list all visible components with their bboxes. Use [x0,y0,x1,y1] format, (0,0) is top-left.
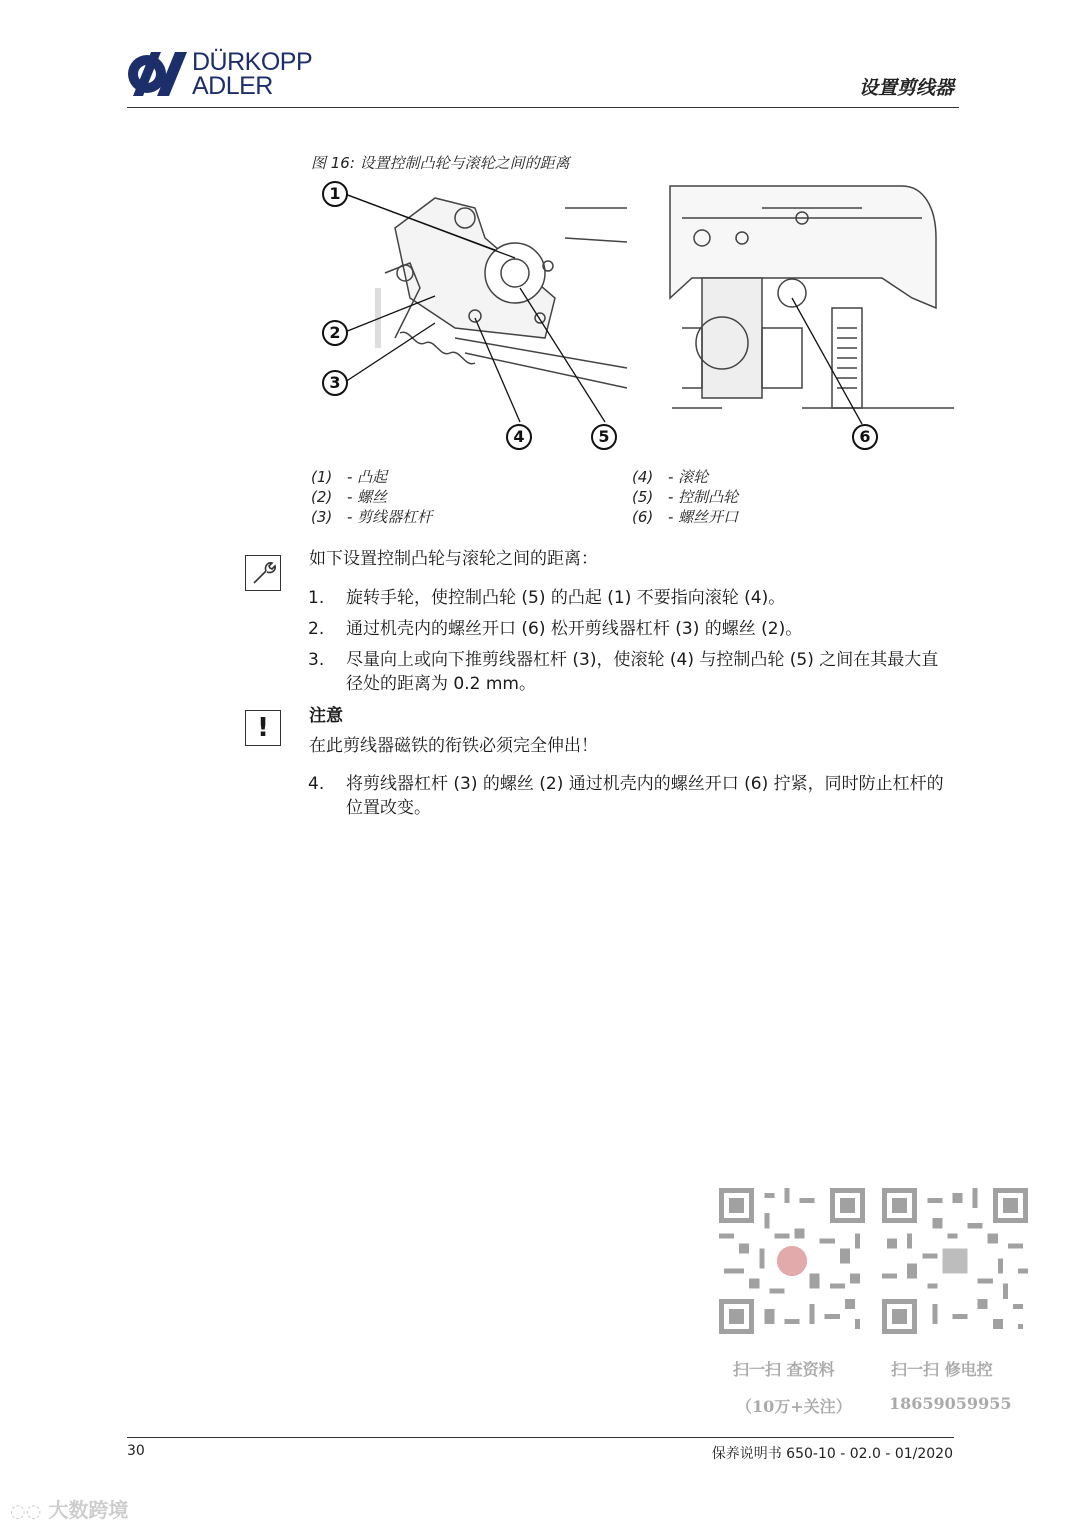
step-item [308,772,958,820]
legend-label: - 凸起 [347,468,388,486]
legend-num: (6) [632,508,654,526]
qr-caption-right-1: 扫一扫 修电控 [891,1360,993,1379]
watermark-logo-icon: ◌◌ [10,1501,42,1522]
brand-name-line2: ADLER [192,72,273,100]
legend-label: - 剪线器杠杆 [347,508,433,526]
brand-name-line1: DÜRKOPP [192,48,313,76]
qr-code-right [882,1188,1028,1334]
legend-num: (1) [311,468,333,486]
document-id: 保养说明书 650-10 - 02.0 - 01/2020 [711,1446,953,1462]
step-number: 2. [308,619,325,639]
step-item [308,586,958,610]
instructions-intro: 如下设置控制凸轮与滚轮之间的距离： [309,549,598,569]
step-text: 旋转手轮，使控制凸轮 (5) 的凸起 (1) 不要指向滚轮 (4)。 [346,588,786,608]
figure-caption: 图 16: 设置控制凸轮与滚轮之间的距离 [311,154,570,172]
mechanism-illustration-right [662,178,954,454]
wrench-icon [245,555,281,591]
legend-column-left [311,467,432,527]
legend-num: (3) [311,508,333,526]
callout-4: 4 [506,424,532,450]
page-number: 30 [127,1443,145,1459]
legend-column-right [632,467,738,527]
legend-label: - 螺丝 [347,488,388,506]
legend-num: (2) [311,488,333,506]
watermark [10,1494,128,1523]
qr-caption-left-1: 扫一扫 查资料 [733,1360,835,1379]
mechanism-illustration-left [315,178,635,454]
step-number: 3. [308,650,325,670]
legend-item [632,487,738,507]
step-text: 通过机壳内的螺丝开口 (6) 松开剪线器杠杆 (3) 的螺丝 (2)。 [346,619,803,639]
step-item [308,617,958,641]
legend-label: - 滚轮 [668,468,709,486]
legend-label: - 螺丝开口 [668,508,739,526]
legend-num: (4) [632,468,654,486]
callout-5: 5 [591,424,617,450]
callout-1: 1 [322,181,348,207]
legend-item [632,507,738,527]
legend-label: - 控制凸轮 [668,488,739,506]
watermark-text: 大数跨境 [48,1498,129,1522]
note-text: 在此剪线器磁铁的衔铁必须完全伸出！ [309,736,598,756]
legend-item [632,467,738,487]
legend-item [311,467,432,487]
callout-3: 3 [322,370,348,396]
brand-logo-icon [127,50,189,98]
step-item [308,648,958,696]
section-title: 设置剪线器 [858,77,954,99]
exclamation-icon: ! [245,710,281,746]
step-number: 4. [308,774,325,794]
header-divider [127,107,959,108]
note-title: 注意 [309,706,343,726]
step-number: 1. [308,588,325,608]
qr-caption-left-2: （10万+关注） [736,1397,852,1416]
legend-item [311,487,432,507]
callout-2: 2 [322,320,348,346]
step-text: 尽量向上或向下推剪线器杠杆 (3)，使滚轮 (4) 与控制凸轮 (5) 之间在其最大直径处的距离为 0.2 mm。 [346,650,939,694]
legend-num: (5) [632,488,654,506]
callout-6: 6 [852,424,878,450]
qr-caption-right-2: 18659059955 [889,1394,1012,1413]
step-text: 将剪线器杠杆 (3) 的螺丝 (2) 通过机壳内的螺丝开口 (6) 拧紧，同时防止杠杆的位置改变。 [346,774,944,818]
footer-divider [127,1437,954,1438]
qr-code-left [719,1188,865,1334]
legend-item [311,507,432,527]
